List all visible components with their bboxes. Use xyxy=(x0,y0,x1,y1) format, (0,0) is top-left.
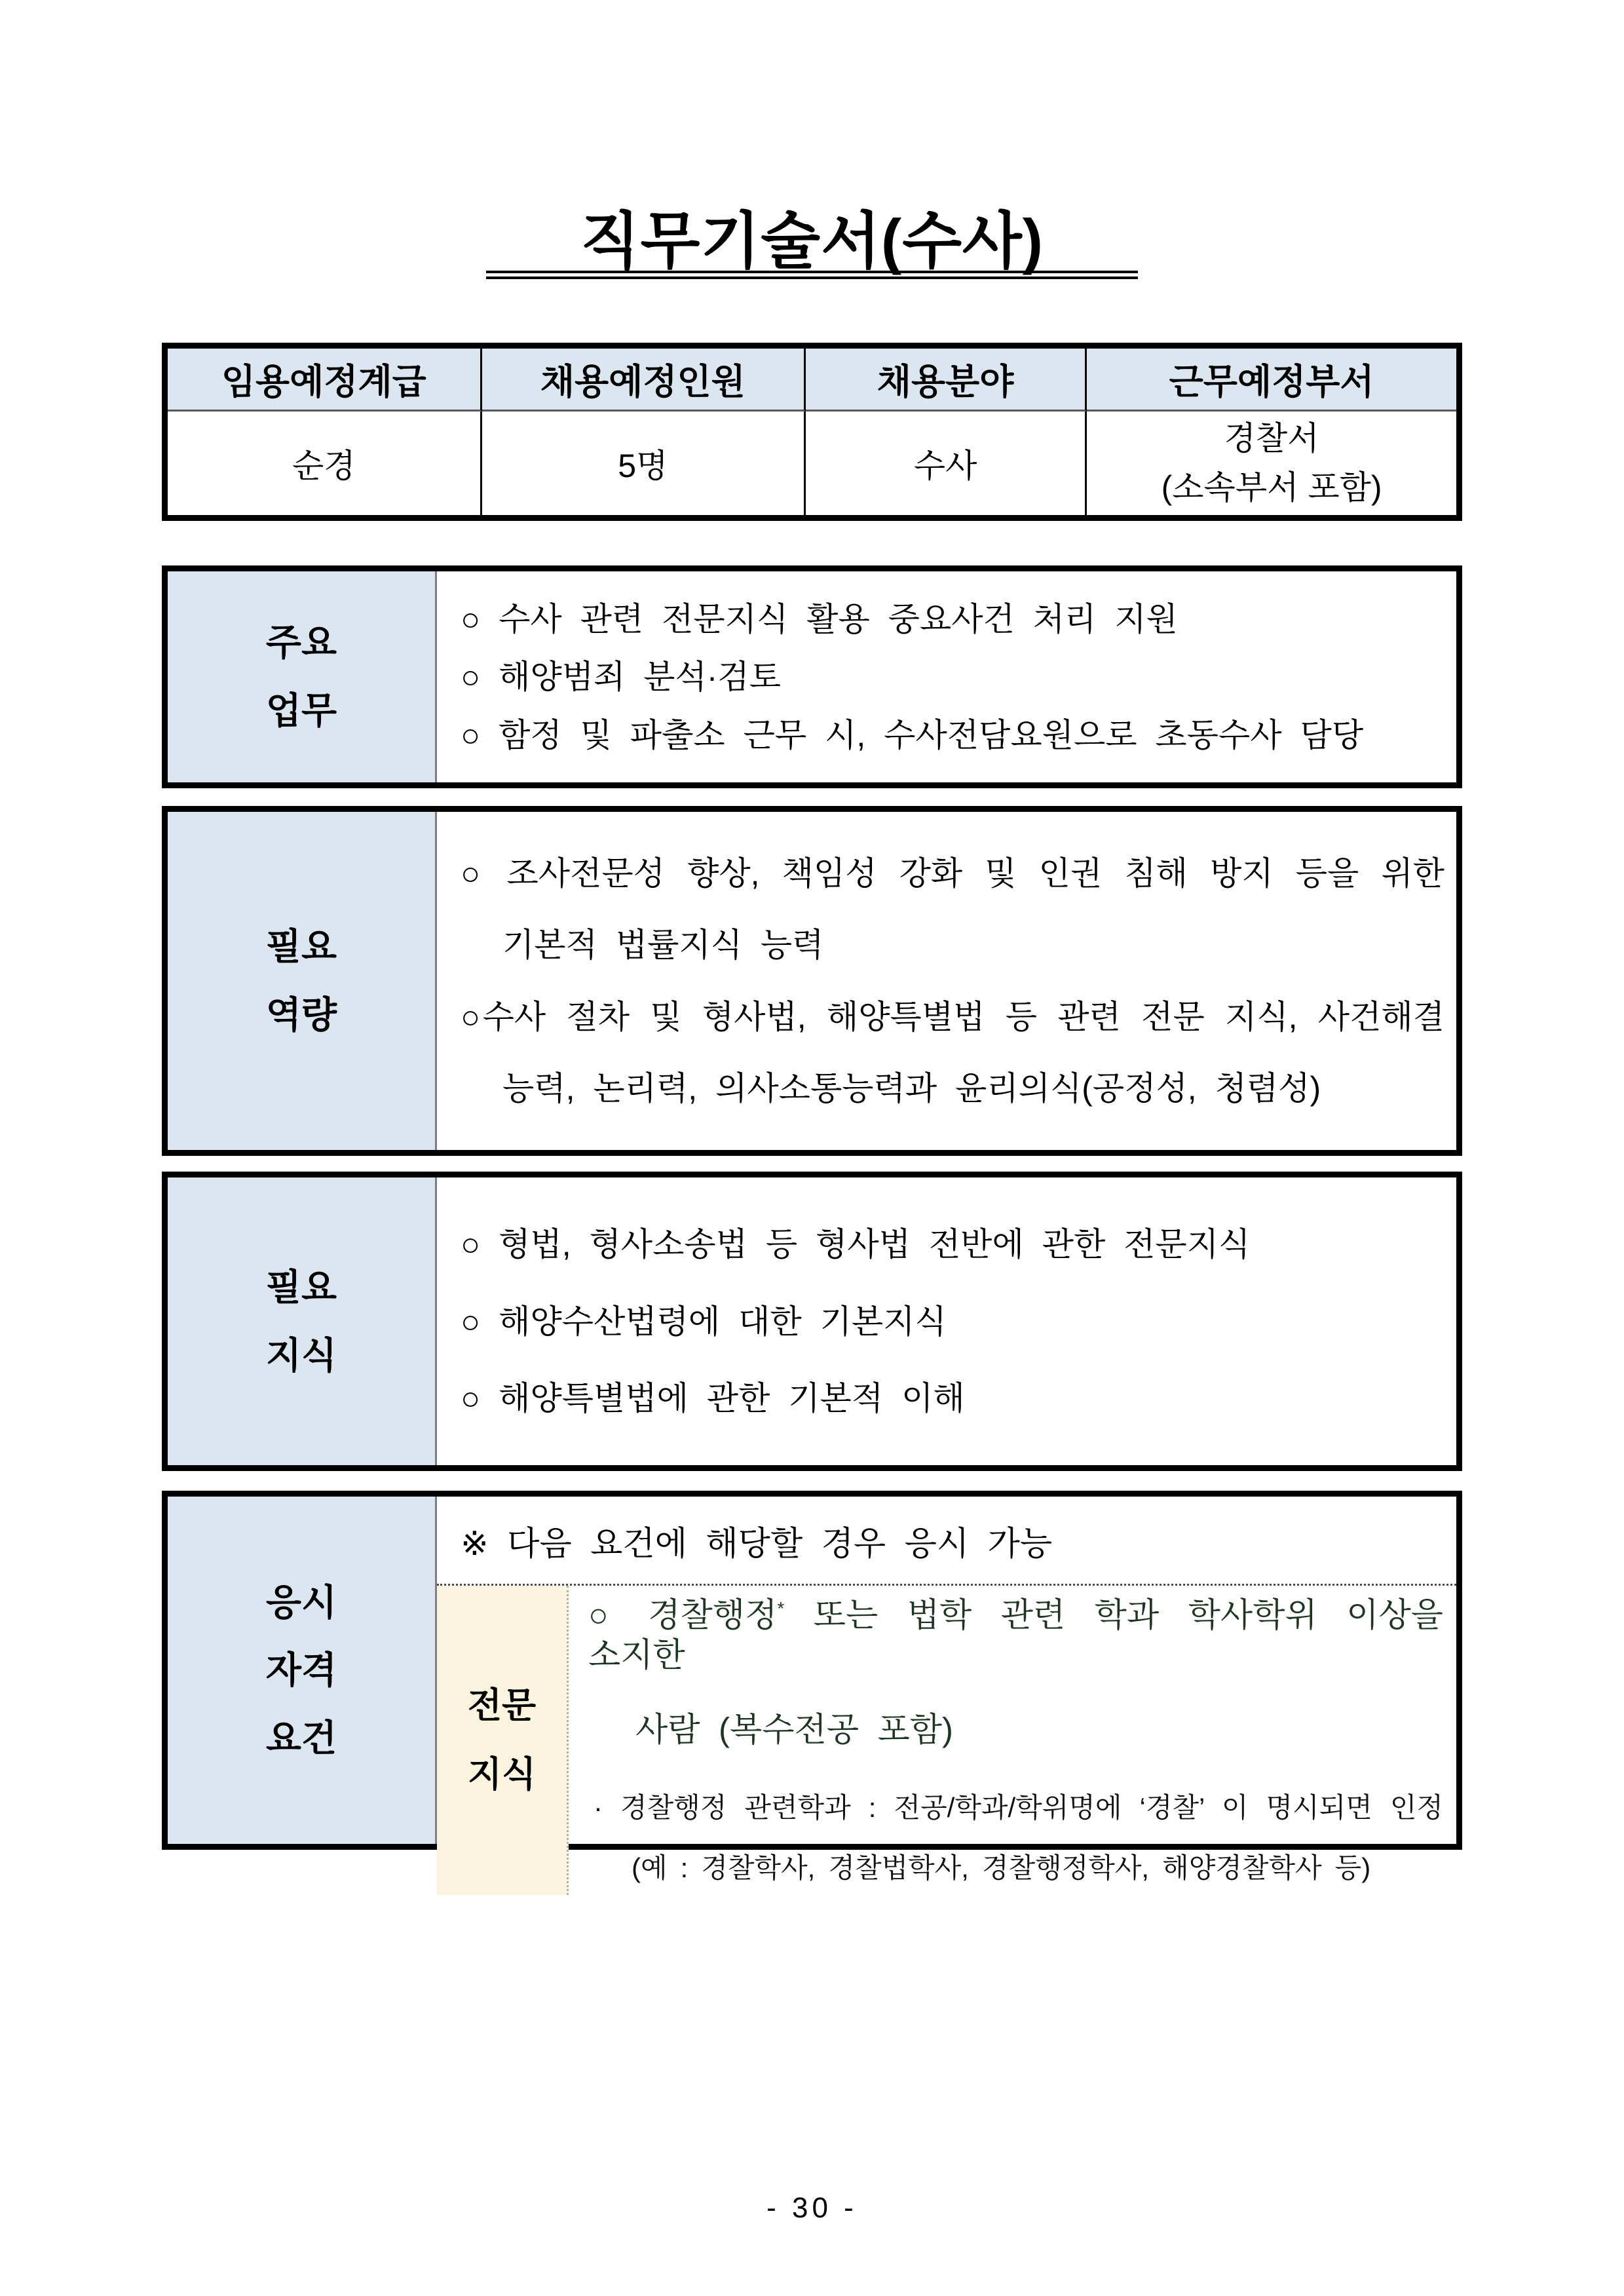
knowledge-item: ○ 형법, 형사소송법 등 형사법 전반에 관한 전문지식 xyxy=(461,1225,1251,1263)
competency-item-line: 기본적 법률지식 능력 xyxy=(502,927,824,964)
competency-item-line: ○ 조사전문성 향상, 책임성 강화 및 인권 침해 방지 등을 위한 xyxy=(461,854,1445,892)
competencies-label-line2: 역량 xyxy=(265,994,337,1035)
department-line2: (소속부서 포함) xyxy=(1161,469,1382,506)
duty-item: ○ 해양범죄 분석·검토 xyxy=(461,659,782,695)
requirements-label-line3: 요건 xyxy=(265,1717,337,1759)
title-double-underline xyxy=(486,271,1138,279)
requirements-label-line1: 응시 xyxy=(265,1581,337,1623)
requirements-lower-row xyxy=(437,1586,1456,1895)
main-duties-content xyxy=(437,571,1456,782)
page-number: - 30 - xyxy=(766,2192,858,2224)
expert-requirement-detail xyxy=(569,1586,1456,1895)
section-required-competencies xyxy=(162,806,1462,1156)
requirements-label xyxy=(168,1497,437,1844)
knowledge-content xyxy=(437,1177,1456,1465)
competency-item-line: ○수사 절차 및 형사법, 해양특별법 등 관련 전문 지식, 사건해결 xyxy=(461,998,1445,1035)
value-cell-department xyxy=(1087,411,1456,515)
requirement-subnote-line2: (예 : 경찰학사, 경찰법학사, 경찰행정학사, 해양경찰학사 등) xyxy=(632,1852,1371,1884)
requirements-label-line2: 자격 xyxy=(265,1649,337,1691)
expert-knowledge-cell xyxy=(437,1586,569,1895)
knowledge-item: ○ 해양수산법령에 대한 기본지식 xyxy=(461,1303,947,1340)
value-cell-headcount: 5명 xyxy=(482,411,806,515)
duty-item: ○ 수사 관련 전문지식 활용 중요사건 처리 지원 xyxy=(461,600,1178,638)
requirement-bullet-prefix: ○ 경찰행정 xyxy=(588,1596,778,1634)
header-cell-department: 근무예정부서 xyxy=(1087,349,1456,411)
main-duties-label-line2: 업무 xyxy=(265,690,337,731)
asterisk-superscript: * xyxy=(777,1598,785,1618)
requirement-bullet-suffix: 또는 법학 관련 학과 학사학위 이상을 소지한 xyxy=(588,1596,1443,1674)
section-required-knowledge xyxy=(162,1172,1462,1471)
knowledge-label-line1: 필요 xyxy=(265,1266,337,1308)
header-cell-rank: 임용예정계급 xyxy=(168,349,482,411)
expert-label-line1: 전문 xyxy=(467,1685,537,1725)
main-duties-label xyxy=(168,571,437,782)
knowledge-label xyxy=(168,1177,437,1465)
header-cell-headcount: 채용예정인원 xyxy=(482,349,806,411)
summary-table xyxy=(162,343,1462,521)
competency-item-line: 능력, 논리력, 의사소통능력과 윤리의식(공정성, 청렴성) xyxy=(502,1070,1321,1107)
requirements-note: ※ 다음 요건에 해당할 경우 응시 가능 xyxy=(437,1497,1456,1586)
department-line1: 경찰서 xyxy=(1224,420,1319,457)
knowledge-label-line2: 지식 xyxy=(265,1334,337,1376)
value-cell-rank: 순경 xyxy=(168,411,482,515)
requirement-bullet-line1 xyxy=(588,1595,1443,1675)
header-cell-field: 채용분야 xyxy=(806,349,1087,411)
knowledge-item: ○ 해양특별법에 관한 기본적 이해 xyxy=(461,1380,965,1417)
requirement-subnote-line1: · 경찰행정 관련학과 : 전공/학과/학위명에 ‘경찰’ 이 명시되면 인정 xyxy=(594,1792,1443,1824)
competencies-label xyxy=(168,812,437,1150)
competencies-content xyxy=(437,812,1456,1150)
requirements-content xyxy=(437,1497,1456,1884)
expert-label-line2: 지식 xyxy=(467,1755,537,1795)
section-application-requirements xyxy=(162,1491,1462,1884)
requirement-bullet-line2: 사람 (복수전공 포함) xyxy=(635,1711,953,1749)
section-main-duties xyxy=(162,565,1462,788)
competencies-label-line1: 필요 xyxy=(265,926,337,968)
main-duties-label-line1: 주요 xyxy=(265,622,337,664)
duty-item: ○ 함정 및 파출소 근무 시, 수사전담요원으로 초동수사 담당 xyxy=(461,716,1364,754)
value-cell-field: 수사 xyxy=(806,411,1087,515)
page-title: 직무기술서(수사) xyxy=(580,206,1044,275)
